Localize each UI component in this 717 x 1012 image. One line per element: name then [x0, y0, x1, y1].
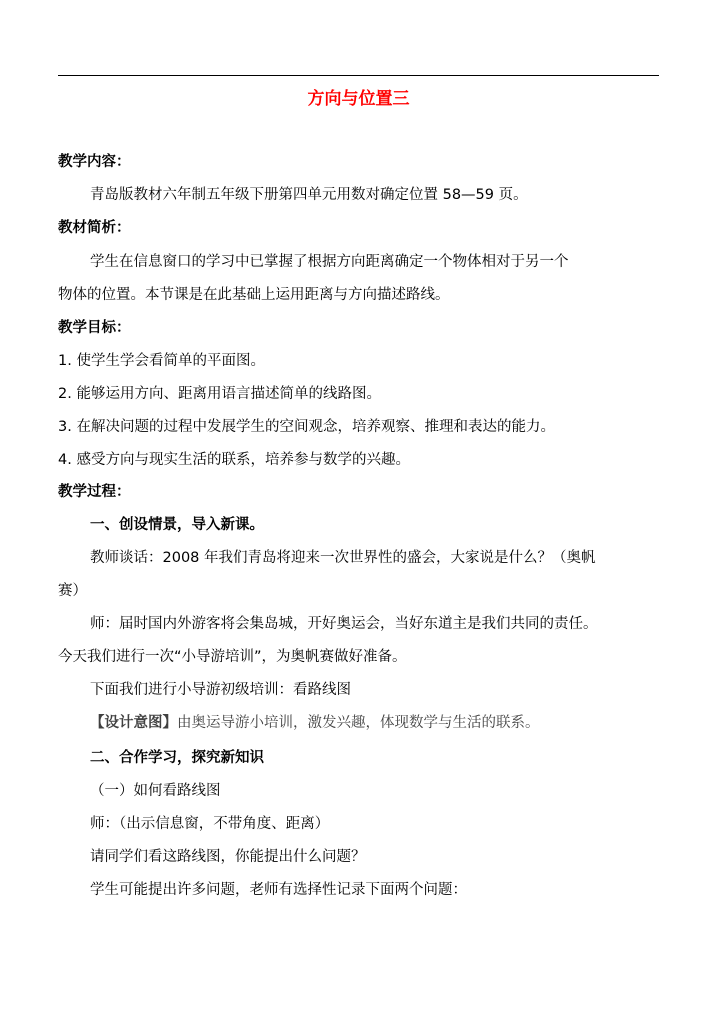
goal-item-4: 4. 感受方向与现实生活的联系，培养参与数学的兴趣。	[58, 452, 410, 468]
content-heading: 教学内容：	[58, 154, 131, 170]
process-heading: 教学过程：	[58, 484, 131, 500]
header-rule	[58, 75, 659, 76]
next-line: 下面我们进行小导游初级培训：看路线图	[90, 682, 351, 698]
goal-item-3: 3. 在解决问题的过程中发展学生的空间观念，培养观察、推理和表达的能力。	[58, 419, 555, 435]
design-intent-text: 由奥运导游小培训，激发兴趣，体现数学与生活的联系。	[177, 715, 540, 731]
teacher-talk-line-2: 赛）	[58, 583, 87, 599]
step1-heading: 一、创设情景，导入新课。	[90, 517, 264, 533]
sub-section-1: （一）如何看路线图	[90, 783, 221, 799]
ask-line: 请同学们看这路线图，你能提出什么问题？	[90, 849, 366, 865]
document-title: 方向与位置三	[307, 89, 410, 109]
teacher-show-line: 师：（出示信息窗，不带角度、距离）	[90, 816, 330, 832]
analysis-line-2: 物体的位置。本节课是在此基础上运用距离与方向描述路线。	[58, 287, 450, 303]
teacher-talk-line-1: 教师谈话：2008 年我们青岛将迎来一次世界性的盛会，大家说是什么？（奥帆	[90, 550, 596, 566]
teacher-line-1: 师：届时国内外游客将会集岛城，开好奥运会，当好东道主是我们共同的责任。	[90, 616, 598, 632]
design-intent	[90, 712, 540, 734]
student-line: 学生可能提出许多问题，老师有选择性记录下面两个问题：	[90, 882, 467, 898]
teacher-line-2: 今天我们进行一次“小导游培训”，为奥帆赛做好准备。	[58, 649, 407, 665]
design-intent-label: 【设计意图】	[90, 715, 177, 731]
goals-heading: 教学目标：	[58, 320, 131, 336]
goal-item-2: 2. 能够运用方向、距离用语言描述简单的线路图。	[58, 386, 381, 402]
step2-heading: 二、合作学习，探究新知识	[90, 750, 264, 766]
analysis-line-1: 学生在信息窗口的学习中已掌握了根据方向距离确定一个物体相对于另一个	[90, 254, 569, 270]
analysis-heading: 教材简析：	[58, 220, 131, 236]
content-text: 青岛版教材六年制五年级下册第四单元用数对确定位置 58—59 页。	[90, 187, 528, 203]
goal-item-1: 1. 使学生学会看简单的平面图。	[58, 353, 265, 369]
